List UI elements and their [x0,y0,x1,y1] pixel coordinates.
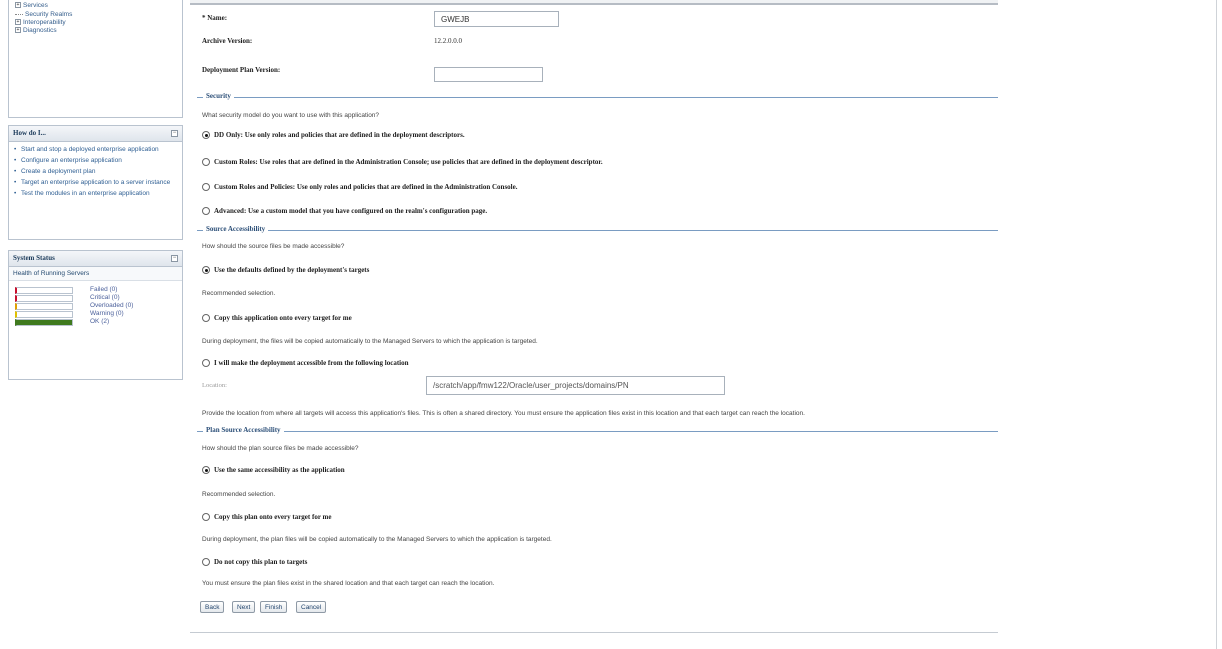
source-location-label[interactable]: I will make the deployment accessible from the following location [214,359,409,367]
panel-header [9,251,182,267]
help-link[interactable]: • Test the modules in an enterprise application [14,190,150,197]
how-do-i-list [9,142,182,205]
location-label: Location: [202,382,227,389]
security-advanced-label[interactable]: Advanced: Use a custom model that you have configured on the realm's configuration page. [214,207,488,215]
finish-button[interactable]: Finish [260,601,287,613]
status-row-overloaded[interactable]: Overloaded (0) [15,302,182,310]
source-defaults-radio[interactable] [202,266,210,274]
help-link[interactable]: • Create a deployment plan [14,168,96,175]
archive-version-label: Archive Version: [202,37,253,45]
status-bar [15,303,73,310]
next-button[interactable]: Next [232,601,255,613]
collapse-icon[interactable]: − [172,255,177,261]
plan-copy-label[interactable]: Copy this plan onto every target for me [214,513,332,521]
status-row-critical[interactable]: Critical (0) [15,294,182,302]
panel-header [9,126,182,142]
status-bar [15,295,73,302]
security-dd-only-radio[interactable] [202,131,210,139]
tree-item-diagnostics[interactable]: + Diagnostics [16,27,57,34]
security-custom-roles-radio[interactable] [202,158,210,166]
help-link[interactable]: • Start and stop a deployed enterprise application [14,146,159,153]
status-row-warning[interactable]: Warning (0) [15,310,182,318]
source-question: How should the source files be made accessible? [202,243,345,250]
location-input[interactable]: /scratch/app/fmw122/Oracle/user_projects/domains/PN [426,376,725,395]
help-link[interactable]: • Target an enterprise application to a server instance [14,179,171,186]
expand-icon[interactable]: + [16,19,20,26]
window-edge [1216,0,1217,649]
status-fill [17,320,72,325]
plan-do-not-copy-label[interactable]: Do not copy this plan to targets [214,558,308,566]
panel-title: System Status [13,254,55,262]
status-row-ok[interactable]: OK (2) [15,318,182,326]
status-list [9,281,182,326]
security-dd-only-label[interactable]: DD Only: Use only roles and policies that are defined in the deployment descriptors. [214,131,465,139]
archive-version-value: 12.2.0.0.0 [434,37,462,45]
source-location-radio[interactable] [202,359,210,367]
name-label: * Name: [202,14,228,22]
collapse-icon[interactable]: − [172,130,177,136]
expand-icon[interactable]: + [16,27,20,34]
status-bar [15,287,73,294]
name-input[interactable]: GWEJB [434,11,559,27]
plan-do-not-copy-note: You must ensure the plan files exist in the shared location and that each target can reach the location. [202,580,495,587]
source-section-title: Source Accessibility [203,225,268,233]
security-custom-roles-policies-radio[interactable] [202,183,210,191]
panel-title: How do I... [13,129,46,137]
expand-icon[interactable]: + [16,2,20,9]
security-custom-roles-policies-label[interactable]: Custom Roles and Policies: Use only roles and policies that are defined in the Administration Console. [214,183,518,191]
status-bar [15,319,73,326]
tree-item-services[interactable]: + Services [16,2,48,9]
plan-same-note: Recommended selection. [202,491,276,498]
source-copy-radio[interactable] [202,314,210,322]
status-bar [15,311,73,318]
health-of-running-servers: Health of Running Servers [9,267,182,281]
plan-version-label: Deployment Plan Version: [202,66,281,74]
plan-do-not-copy-radio[interactable] [202,558,210,566]
source-copy-label[interactable]: Copy this application onto every target for me [214,314,352,322]
how-do-i-panel [8,125,183,240]
domain-structure-tree [8,0,183,118]
plan-copy-note: During deployment, the plan files will be copied automatically to the Managed Servers to which the application is targeted. [202,536,552,543]
plan-section-title: Plan Source Accessibility [203,426,284,434]
security-custom-roles-label[interactable]: Custom Roles: Use roles that are defined in the Administration Console; use policies that are defined in the deployment descriptor. [214,158,603,166]
back-button[interactable]: Back [200,601,224,613]
tree-connector [15,14,23,15]
location-note: Provide the location from where all targets will access this application's files. This is often a shared directory. You must ensure the application files exist in this location and that each target can reach the location. [202,410,805,417]
status-row-failed[interactable]: Failed (0) [15,286,182,294]
security-section-rule [197,97,998,98]
tree-item-security-realms[interactable]: Security Realms [15,11,72,18]
plan-same-label[interactable]: Use the same accessibility as the application [214,466,345,474]
source-defaults-label[interactable]: Use the defaults defined by the deployment's targets [214,266,370,274]
deployment-settings-form [190,5,998,633]
system-status-panel [8,250,183,380]
cancel-button[interactable]: Cancel [296,601,326,613]
source-section-rule [197,230,998,231]
help-link[interactable]: • Configure an enterprise application [14,157,122,164]
source-copy-note: During deployment, the files will be copied automatically to the Managed Servers to which the application is targeted. [202,338,538,345]
plan-same-radio[interactable] [202,466,210,474]
security-question: What security model do you want to use with this application? [202,112,380,119]
plan-question: How should the plan source files be made accessible? [202,445,359,452]
security-section-title: Security [203,92,234,100]
source-defaults-note: Recommended selection. [202,290,276,297]
plan-copy-radio[interactable] [202,513,210,521]
plan-version-input[interactable] [434,67,543,82]
security-advanced-radio[interactable] [202,207,210,215]
tree-item-interoperability[interactable]: + Interoperability [16,19,66,26]
plan-section-rule [197,431,998,432]
